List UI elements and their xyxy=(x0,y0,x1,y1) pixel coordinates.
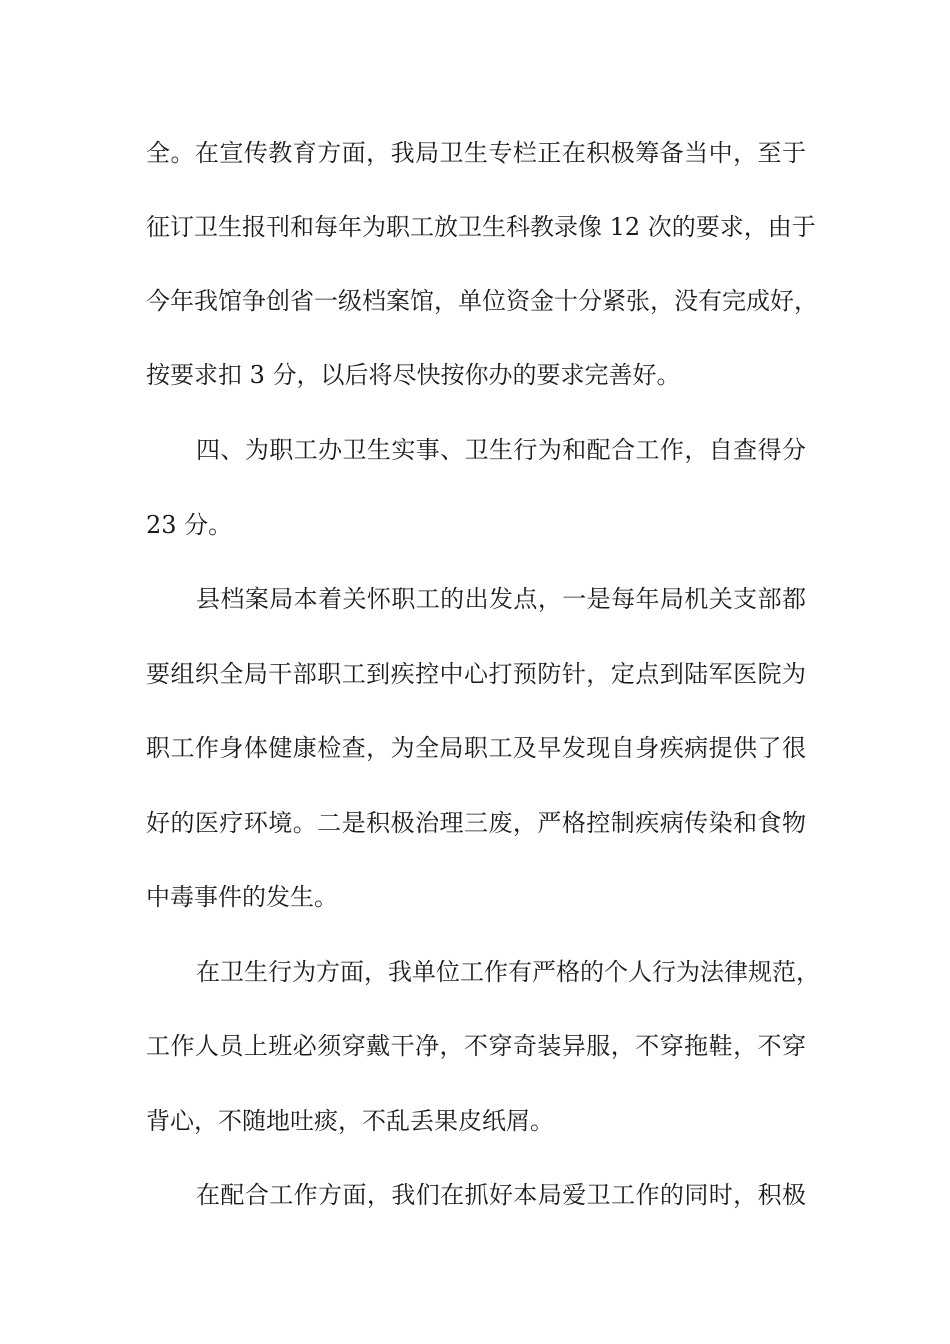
text-line xyxy=(0,505,950,545)
text-line xyxy=(0,355,950,395)
text-line xyxy=(0,281,950,321)
line-text: 全。在宣传教育方面，我局卫生专栏正在积极筹备当中，至于 xyxy=(146,139,806,167)
text-line xyxy=(0,430,950,470)
text-line xyxy=(0,952,950,992)
text-line xyxy=(0,1175,950,1215)
line-text: 县档案局本着关怀职工的出发点，一是每年局机关支部都 xyxy=(196,585,806,613)
text-line xyxy=(0,133,950,173)
text-line xyxy=(0,1026,950,1066)
line-text: 中毒事件的发生。 xyxy=(146,883,338,911)
line-text: 要组织全局干部职工到疾控中心打预防针，定点到陆军医院为 xyxy=(146,660,806,688)
line-text: 好的医疗环境。二是积极治理三废，严格控制疾病传染和食物 xyxy=(146,809,806,837)
line-text: 按要求扣 3 分，以后将尽快按你办的要求完善好。 xyxy=(146,361,681,389)
line-text: 背心，不随地吐痰，不乱丢果皮纸屑。 xyxy=(146,1107,554,1135)
line-text: 四、为职工办卫生实事、卫生行为和配合工作，自查得分 xyxy=(196,436,806,464)
line-text: 工作人员上班必须穿戴干净，不穿奇装异服，不穿拖鞋，不穿 xyxy=(146,1032,806,1060)
line-text: 今年我馆争创省一级档案馆，单位资金十分紧张，没有完成好， xyxy=(146,287,818,315)
text-line xyxy=(0,803,950,843)
text-line xyxy=(0,654,950,694)
line-text: 在卫生行为方面，我单位工作有严格的个人行为法律规范， xyxy=(196,958,820,986)
text-line xyxy=(0,728,950,768)
line-text: 征订卫生报刊和每年为职工放卫生科教录像 12 次的要求，由于 xyxy=(146,213,816,241)
line-text: 23 分。 xyxy=(146,511,233,539)
text-line xyxy=(0,207,950,247)
text-line xyxy=(0,1101,950,1141)
text-line xyxy=(0,579,950,619)
line-text: 在配合工作方面，我们在抓好本局爱卫工作的同时，积极 xyxy=(196,1181,806,1209)
line-text: 职工作身体健康检查，为全局职工及早发现自身疾病提供了很 xyxy=(146,734,806,762)
text-line xyxy=(0,877,950,917)
